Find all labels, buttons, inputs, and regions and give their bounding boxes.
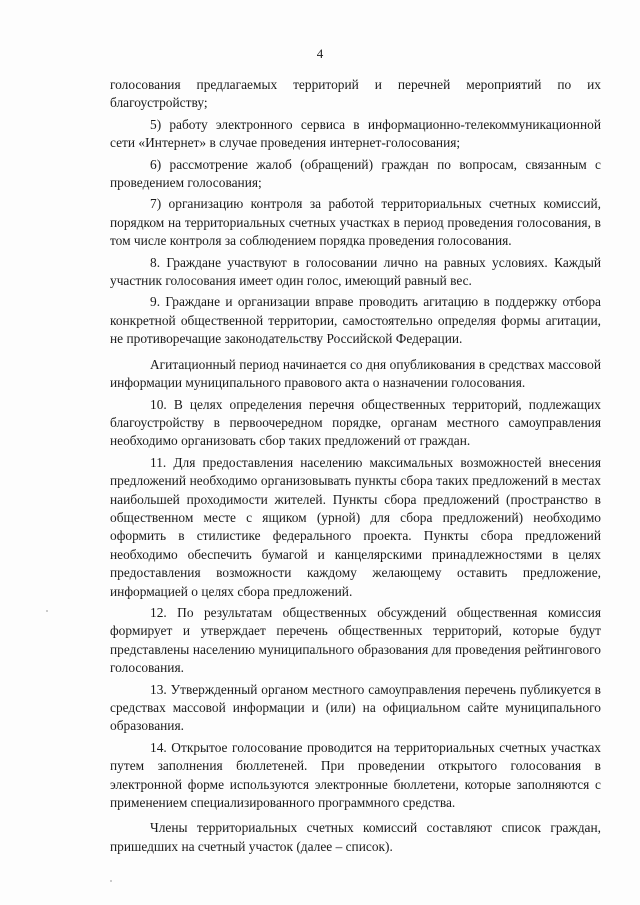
paragraph-agitation-period: Агитационный период начинается со дня опубликования в средствах массовой информации муниципального правового акта о назначении голосования. xyxy=(110,356,601,391)
page-number: 4 xyxy=(316,46,324,61)
paragraph-8: 8. Граждане участвуют в голосовании лично на равных условиях. Каждый участник голосования имеет один голос, имеющий равный вес. xyxy=(110,254,601,289)
paragraph-12: 12. По результатам общественных обсуждений общественная комиссия формирует и утверждает перечень общественных территорий, которые будут представлены населению муниципального образования для проведения рейтингового голосования. xyxy=(110,604,601,676)
paragraph-9: 9. Граждане и организации вправе проводить агитацию в поддержку отбора конкретной общественной территории, самостоятельно определяя формы агитации, не противоречащие законодательству Российской Федерации. xyxy=(110,294,601,347)
paragraph-item-6: 6) рассмотрение жалоб (обращений) граждан по вопросам, связанным с проведением голосования; xyxy=(110,156,601,191)
paragraph-continuation: голосования предлагаемых территорий и перечней мероприятий по их благоустройству; xyxy=(110,77,601,111)
paragraph-item-7: 7) организацию контроля за работой территориальных счетных комиссий, порядком на территориальных счетных участках в период проведения голосования, в том числе контроля за соблюдением порядка проведения голосования. xyxy=(110,196,601,249)
paragraph-10: 10. В целях определения перечня общественных территорий, подлежащих благоустройству в первоочередном порядке, органам местного самоуправления необходимо организовать сбор таких предложений от граждан. xyxy=(110,396,601,449)
paragraph-13: 13. Утвержденный органом местного самоуправления перечень публикуется в средствах массовой информации и (или) на официальном сайте муниципального образования. xyxy=(110,681,601,734)
document-body xyxy=(110,76,601,859)
paragraph-counting-members: Члены территориальных счетных комиссий составляют список граждан, пришедших на счетный участок (далее – список). xyxy=(110,820,601,854)
scan-speck xyxy=(46,610,48,612)
paragraph-14: 14. Открытое голосование проводится на территориальных счетных участках путем заполнения бюллетеней. При проведении открытого голосования в электронной форме используются электронные бюллетени, которые заполняются с применением специализированного программного средства. xyxy=(110,739,601,811)
scan-speck xyxy=(110,880,112,882)
paragraph-item-5: 5) работу электронного сервиса в информационно-телекоммуникационной сети «Интернет» в случае проведения интернет-голосования; xyxy=(110,116,601,151)
paragraph-11: 11. Для предоставления населению максимальных возможностей внесения предложений необходимо организовывать пункты сбора таких предложений в местах наибольшей проходимости жителей. Пункты сбора предложений (пространство в общественном месте с ящиком (урной) для сбора предложений) необходимо оформить в стилистике федерального проекта. Пункты сбора предложений необходимо обеспечить бумагой и канцелярскими принадлежностями в целях предоставления возможности каждому желающему оставить предложение, информацией о целях сбора предложений. xyxy=(110,454,601,599)
